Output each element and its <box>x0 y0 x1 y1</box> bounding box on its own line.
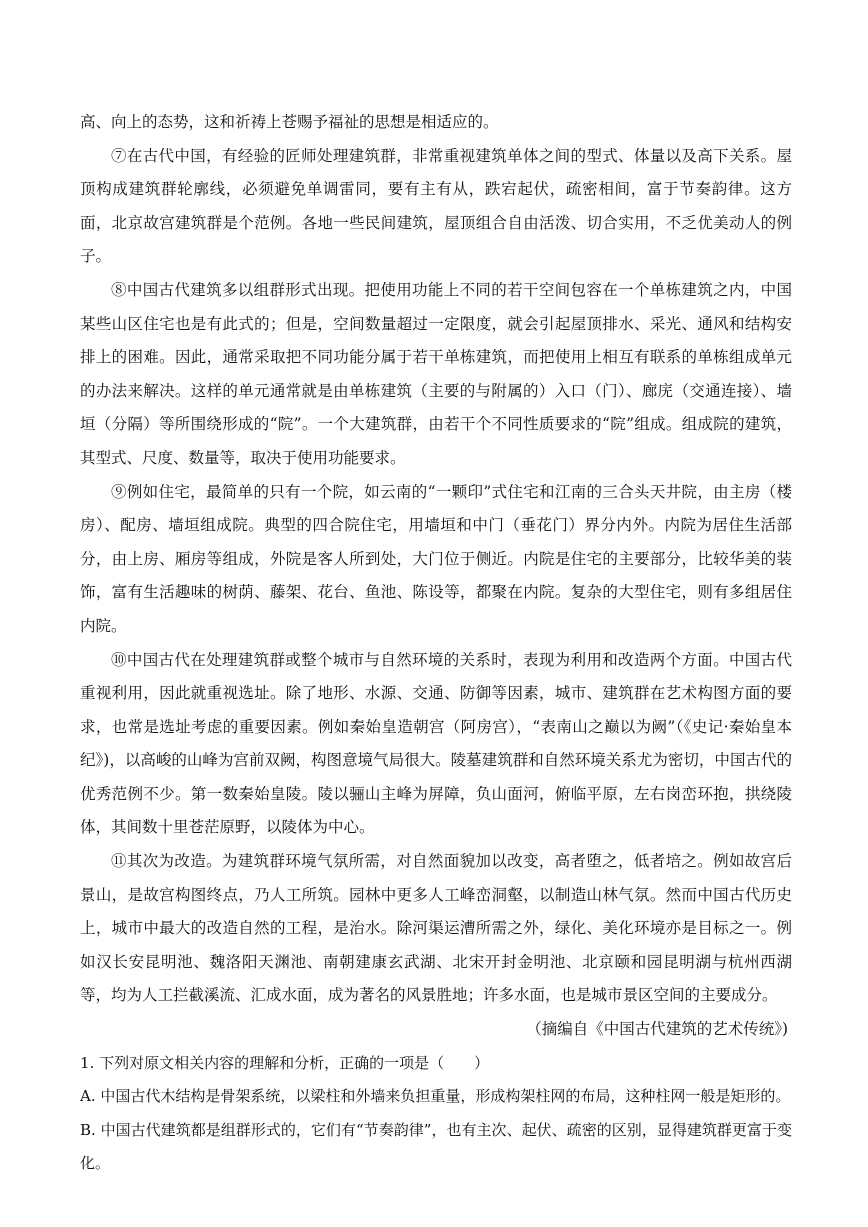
article-body <box>80 106 792 1047</box>
paragraph-11: ⑪其次为改造。为建筑群环境气氛所需，对自然面貌加以改变，高者堕之，低者培之。例如故宫后景山，是故宫构图终点，乃人工所筑。园林中更多人工峰峦洞壑，以制造山林气氛。然而中国古代历史上，城市中最大的改造自然的工程，是治水。除河渠运漕所需之外，绿化、美化环境亦是目标之一。例如汉长安昆明池、魏洛阳天渊池、南朝建康玄武湖、北宋开封金明池、北京颐和园昆明湖与杭州西湖等，均为人工拦截溪流、汇成水面，成为著名的风景胜地；许多水面，也是城市景区空间的主要成分。 <box>80 852 792 1005</box>
paragraph-7: ⑦在古代中国，有经验的匠师处理建筑群，非常重视建筑单体之间的型式、体量以及高下关系。屋顶构成建筑群轮廓线，必须避免单调雷同，要有主有从，跌宕起伏，疏密相间，富于节奏韵律。这方面，北京故宫建筑群是个范例。各地一些民间建筑，屋顶组合自由活泼、切合实用，不乏优美动人的例子。 <box>80 146 792 266</box>
question-block <box>80 1047 792 1181</box>
option-a: A. 中国古代木结构是骨架系统，以梁柱和外墙来负担重量，形成构架柱网的布局，这种柱网一般是矩形的。 <box>80 1087 791 1106</box>
source-citation: （摘编自《中国古代建筑的艺术传统》) <box>526 1020 788 1039</box>
paragraph-10: ⑩中国古代在处理建筑群或整个城市与自然环境的关系时，表现为利用和改造两个方面。中国古代重视利用，因此就重视选址。除了地形、水源、交通、防御等因素，城市、建筑群在艺术构图方面的要求，也常是选址考虑的重要因素。例如秦始皇造朝宫（阿房宫），“表南山之巅以为阙”（《史记·秦始皇本纪》)，以高峻的山峰为宫前双阙，构图意境气局很大。陵墓建筑群和自然环境关系尤为密切，中国古代的优秀范例不少。第一数秦始皇陵。陵以骊山主峰为屏障，负山面河，俯临平原，左右岗峦环抱，拱绕陵体，其间数十里苍茫原野，以陵体为中心。 <box>80 650 792 837</box>
option-b: B. 中国古代建筑都是组群形式的，它们有“节奏韵律”，也有主次、起伏、疏密的区别，显得建筑群更富于变化。 <box>80 1120 792 1173</box>
paragraph-8: ⑧中国古代建筑多以组群形式出现。把使用功能上不同的若干空间包容在一个单栋建筑之内，中国某些山区住宅也是有此式的；但是，空间数量超过一定限度，就会引起屋顶排水、采光、通风和结构安排上的困难。因此，通常采取把不同功能分属于若干单栋建筑，而把使用上相互有联系的单栋组成单元的办法来解决。这样的单元通常就是由单栋建筑（主要的与附属的）入口（门）、廊庑（交通连接）、墙垣（分隔）等所围绕形成的“院”。一个大建筑群，由若干个不同性质要求的“院”组成。组成院的建筑，其型式、尺度、数量等，取决于使用功能要求。 <box>80 280 792 467</box>
paragraph-continuation: 高、向上的态势，这和祈祷上苍赐予福祉的思想是相适应的。 <box>80 113 499 131</box>
document-page <box>80 106 792 1181</box>
question-stem: 1. 下列对原文相关内容的理解和分析，正确的一项是（ ） <box>80 1053 490 1072</box>
paragraph-9: ⑨例如住宅，最简单的只有一个院，如云南的“一颗印”式住宅和江南的三合头天井院，由主房（楼房）、配房、墙垣组成院。典型的四合院住宅，用墙垣和中门（垂花门）界分内外。内院为居住生活部分，由上房、厢房等组成，外院是客人所到处，大门位于侧近。内院是住宅的主要部分，比较华美的装饰，富有生活趣味的树荫、藤架、花台、鱼池、陈设等，都聚在内院。复杂的大型住宅，则有多组居住内院。 <box>80 482 792 635</box>
